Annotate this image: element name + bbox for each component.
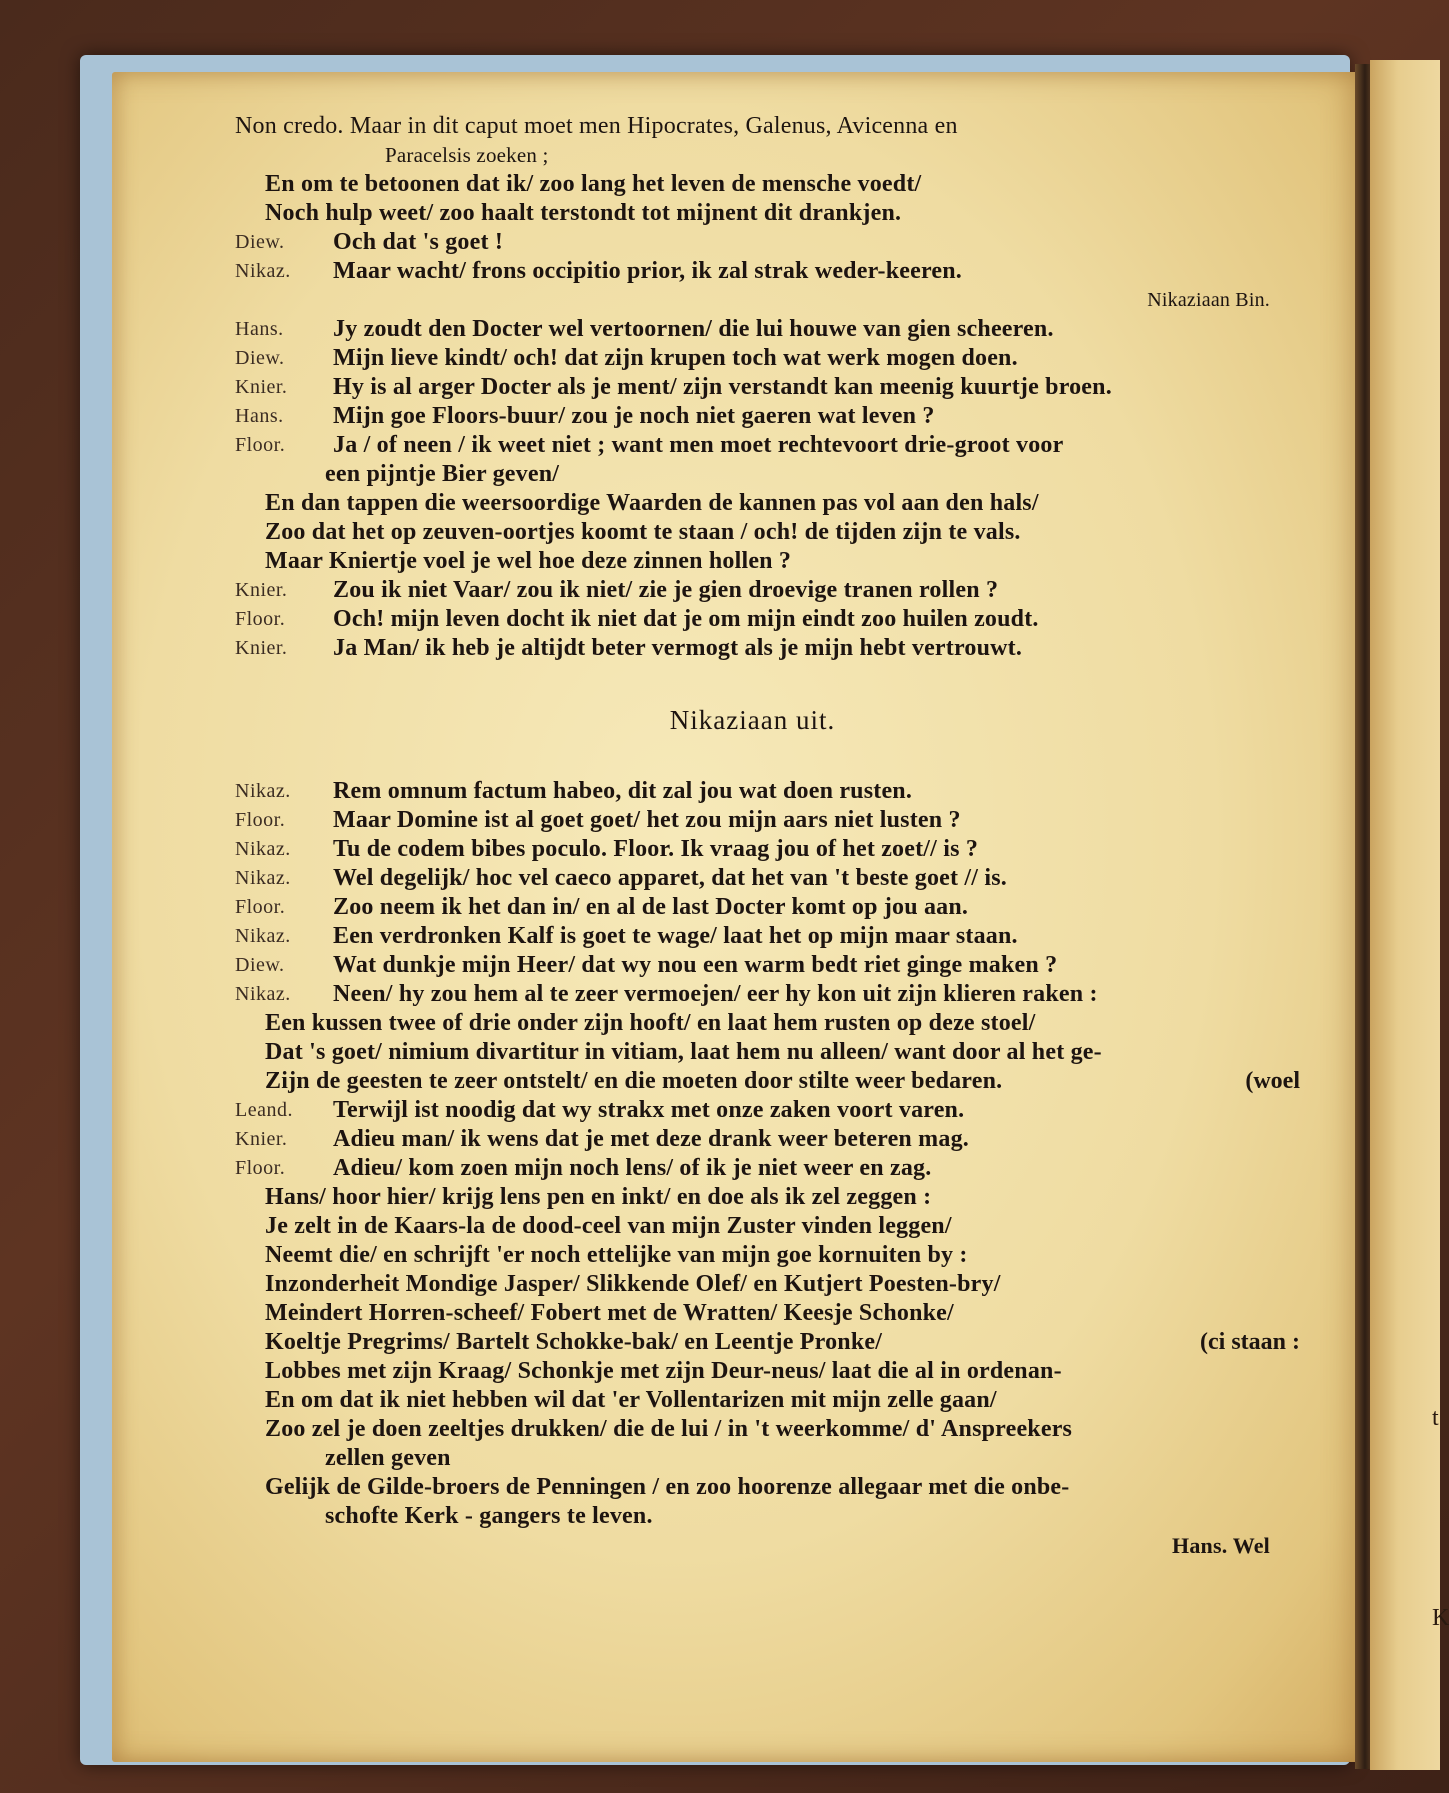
text-line bbox=[235, 518, 1270, 547]
line-text: Noch hulp weet/ zoo haalt terstondt tot mijnent dit drankjen. bbox=[265, 200, 902, 226]
speaker-name: Hans. bbox=[235, 405, 284, 427]
facing-page-edge bbox=[1370, 60, 1449, 1770]
text-line bbox=[235, 1212, 1270, 1241]
text-line bbox=[235, 1502, 1270, 1531]
line-text: Inzonderheit Mondige Jasper/ Slikkende Olef/ en Kutjert Poesten-bry/ bbox=[265, 1271, 1001, 1297]
speaker-line bbox=[235, 835, 1270, 864]
speaker-name: Floor. bbox=[235, 809, 286, 831]
text-line bbox=[235, 112, 1270, 141]
line-text: En om dat ik niet hebben wil dat 'er Vollentarizen mit mijn zelle gaan/ bbox=[265, 1387, 997, 1413]
speaker-name: Knier. bbox=[235, 637, 288, 659]
line-text: Een kussen twee of drie onder zijn hooft/ en laat hem rusten op deze stoel/ bbox=[265, 1010, 1036, 1036]
speaker-name: Nikaz. bbox=[235, 925, 291, 947]
speaker-name: Leand. bbox=[235, 1099, 293, 1121]
speaker-name: Floor. bbox=[235, 1157, 286, 1179]
speaker-line bbox=[235, 1096, 1270, 1125]
speaker-name: Floor. bbox=[235, 896, 286, 918]
line-text: Zou ik niet Vaar/ zou ik niet/ zie je gien droevige tranen rollen ? bbox=[333, 577, 999, 603]
line-text: Dat 's goet/ nimium divartitur in vitiam, laat hem nu alleen/ want door al het ge- bbox=[265, 1039, 1102, 1065]
speaker-name: Hans. bbox=[235, 318, 284, 340]
line-text: Adieu/ kom zoen mijn noch lens/ of ik je niet weer en zag. bbox=[333, 1155, 932, 1181]
line-text: Non credo. Maar in dit caput moet men Hipocrates, Galenus, Avicenna en bbox=[235, 113, 958, 139]
line-text: Zoo neem ik het dan in/ en al de last Docter komt op jou aan. bbox=[333, 894, 969, 920]
speaker-name: Nikaz. bbox=[235, 983, 291, 1005]
catchword bbox=[235, 1531, 1270, 1560]
speaker-line bbox=[235, 315, 1270, 344]
scene-heading bbox=[235, 691, 1270, 749]
turnover-word: (woel bbox=[1245, 1068, 1300, 1094]
line-text: Zijn de geesten te zeer ontstelt/ en die moeten door stilte weer bedaren. bbox=[265, 1068, 1003, 1094]
text-line bbox=[235, 1009, 1270, 1038]
line-text: Neemt die/ en schrijft 'er noch ettelijke van mijn goe kornuiten by : bbox=[265, 1242, 968, 1268]
facing-page-letter: t bbox=[1432, 1405, 1439, 1431]
speaker-line bbox=[235, 1125, 1270, 1154]
speaker-name: Nikaz. bbox=[235, 780, 291, 802]
text-line bbox=[235, 1067, 1300, 1096]
text-line bbox=[235, 141, 1270, 170]
line-text: Neen/ hy zou hem al te zeer vermoejen/ eer hy kon uit zijn klieren raken : bbox=[333, 981, 1098, 1007]
line-text: Je zelt in de Kaars-la de dood-ceel van mijn Zuster vinden leggen/ bbox=[265, 1213, 952, 1239]
line-text: Gelijk de Gilde-broers de Penningen / en zoo hoorenze allegaar met die onbe- bbox=[265, 1474, 1070, 1500]
line-text: Maar Kniertje voel je wel hoe deze zinnen hollen ? bbox=[265, 548, 792, 574]
line-text: Hans/ hoor hier/ krijg lens pen en inkt/ en doe als ik zel zeggen : bbox=[265, 1184, 932, 1210]
speaker-name: Floor. bbox=[235, 608, 286, 630]
line-text: Och! mijn leven docht ik niet dat je om mijn eindt zoo huilen zoudt. bbox=[333, 606, 1039, 632]
line-text: Wel degelijk/ hoc vel caeco apparet, dat het van 't beste goet // is. bbox=[333, 865, 1007, 891]
line-text: Adieu man/ ik wens dat je met deze drank weer beteren mag. bbox=[333, 1126, 969, 1152]
text-line bbox=[235, 1415, 1270, 1444]
line-text: En dan tappen die weersoordige Waarden de kannen pas vol aan den hals/ bbox=[265, 490, 1039, 516]
stage-direction bbox=[235, 286, 1270, 315]
speaker-line bbox=[235, 777, 1270, 806]
line-text: schofte Kerk - gangers te leven. bbox=[325, 1503, 653, 1529]
line-text: En om te betoonen dat ik/ zoo lang het leven de mensche voedt/ bbox=[265, 171, 922, 197]
facing-page-letter: K bbox=[1432, 1605, 1449, 1631]
speaker-name: Diew. bbox=[235, 954, 285, 976]
speaker-name: Knier. bbox=[235, 376, 288, 398]
line-text: Jy zoudt den Docter wel vertoornen/ die lui houwe van gien scheeren. bbox=[333, 316, 1054, 342]
line-text: Een verdronken Kalf is goet te wage/ laat het op mijn maar staan. bbox=[333, 923, 1018, 949]
speaker-line bbox=[235, 431, 1270, 460]
line-text: Meindert Horren-scheef/ Fobert met de Wratten/ Keesje Schonke/ bbox=[265, 1300, 954, 1326]
line-text: Ja Man/ ik heb je altijdt beter vermogt als je mijn hebt vertrouwt. bbox=[333, 635, 1023, 661]
text-line bbox=[235, 1270, 1270, 1299]
speaker-name: Nikaz. bbox=[235, 867, 291, 889]
line-text: Zoo zel je doen zeeltjes drukken/ die de lui / in 't weerkomme/ d' Anspreekers bbox=[265, 1416, 1073, 1442]
spacer bbox=[235, 749, 1270, 777]
line-text: een pijntje Bier geven/ bbox=[325, 461, 560, 487]
text-line bbox=[235, 1386, 1270, 1415]
text-line bbox=[235, 1241, 1270, 1270]
line-text: Zoo dat het op zeuven-oortjes koomt te staan / och! de tijden zijn te vals. bbox=[265, 519, 1021, 545]
speaker-name: Knier. bbox=[235, 1128, 288, 1150]
speaker-name: Nikaz. bbox=[235, 260, 291, 282]
line-text: Maar Domine ist al goet goet/ het zou mijn aars niet lusten ? bbox=[333, 807, 961, 833]
text-line bbox=[235, 1473, 1270, 1502]
speaker-line bbox=[235, 228, 1270, 257]
spacer bbox=[235, 663, 1270, 691]
speaker-line bbox=[235, 344, 1270, 373]
line-text: zellen geven bbox=[325, 1445, 451, 1471]
page-text bbox=[235, 112, 1300, 1560]
line-text: Ja / of neen / ik weet niet ; want men moet rechtevoort drie-groot voor bbox=[333, 432, 1064, 458]
speaker-line bbox=[235, 605, 1270, 634]
text-line bbox=[235, 547, 1270, 576]
speaker-name: Knier. bbox=[235, 579, 288, 601]
speaker-line bbox=[235, 257, 1270, 286]
speaker-line bbox=[235, 576, 1270, 605]
line-text: Mijn goe Floors-buur/ zou je noch niet gaeren wat leven ? bbox=[333, 403, 935, 429]
speaker-name: Floor. bbox=[235, 434, 286, 456]
speaker-line bbox=[235, 634, 1270, 663]
speaker-line bbox=[235, 373, 1270, 402]
text-line bbox=[235, 170, 1270, 199]
scene-heading-text: Nikaziaan uit. bbox=[669, 705, 836, 735]
catchword-text: Hans. Wel bbox=[1172, 1533, 1270, 1558]
speaker-line bbox=[235, 893, 1270, 922]
line-text: Lobbes met zijn Kraag/ Schonkje met zijn Deur-neus/ laat die al in ordenan- bbox=[265, 1358, 1062, 1384]
text-line bbox=[235, 1357, 1270, 1386]
speaker-line bbox=[235, 402, 1270, 431]
text-line bbox=[235, 489, 1270, 518]
speaker-line bbox=[235, 922, 1270, 951]
line-text: Och dat 's goet ! bbox=[333, 229, 504, 255]
text-line bbox=[235, 1328, 1300, 1357]
text-line bbox=[235, 1183, 1270, 1212]
line-text: Hy is al arger Docter als je ment/ zijn verstandt kan meenig kuurtje broen. bbox=[333, 374, 1112, 400]
text-line bbox=[235, 1038, 1270, 1067]
line-text: Koeltje Pregrims/ Bartelt Schokke-bak/ en Leentje Pronke/ bbox=[265, 1329, 883, 1355]
line-text: Maar wacht/ frons occipitio prior, ik zal strak weder-keeren. bbox=[333, 258, 963, 284]
speaker-line bbox=[235, 864, 1270, 893]
line-text: Terwijl ist noodig dat wy strakx met onze zaken voort varen. bbox=[333, 1097, 965, 1123]
speaker-name: Diew. bbox=[235, 347, 285, 369]
speaker-line bbox=[235, 1154, 1270, 1183]
line-text: Tu de codem bibes poculo. Floor. Ik vraag jou of het zoet// is ? bbox=[333, 836, 979, 862]
line-text: Mijn lieve kindt/ och! dat zijn krupen toch wat werk mogen doen. bbox=[333, 345, 1018, 371]
line-text: Rem omnum factum habeo, dit zal jou wat doen rusten. bbox=[333, 778, 913, 804]
text-line bbox=[235, 1444, 1270, 1473]
speaker-line bbox=[235, 951, 1270, 980]
line-text: Paracelsis zoeken ; bbox=[385, 143, 549, 167]
text-line bbox=[235, 199, 1270, 228]
stage-direction-text: Nikaziaan Bin. bbox=[1147, 289, 1270, 311]
speaker-name: Nikaz. bbox=[235, 838, 291, 860]
speaker-line bbox=[235, 806, 1270, 835]
text-line bbox=[235, 1299, 1270, 1328]
line-text: Wat dunkje mijn Heer/ dat wy nou een warm bedt riet ginge maken ? bbox=[333, 952, 1058, 978]
text-line bbox=[235, 460, 1270, 489]
speaker-line bbox=[235, 980, 1270, 1009]
speaker-name: Diew. bbox=[235, 231, 285, 253]
turnover-word: (ci staan : bbox=[1200, 1329, 1300, 1355]
